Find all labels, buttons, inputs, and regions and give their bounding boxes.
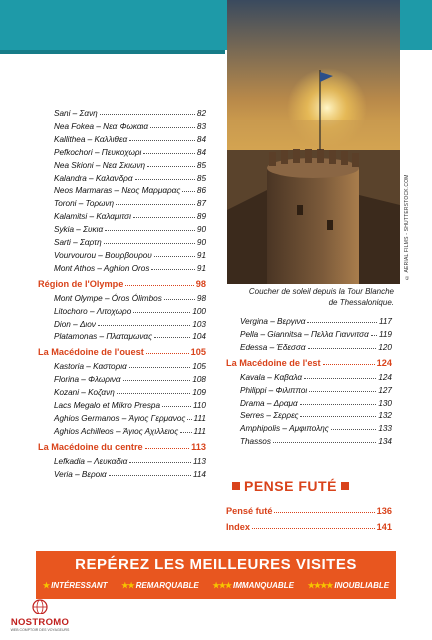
dot-leader <box>151 269 194 270</box>
toc-entry-label: Mont Athos – Aghion Oros <box>54 263 150 273</box>
photo-caption-line2: de Thessalonique. <box>328 298 394 307</box>
pense-fute-page-number: 136 <box>376 506 392 516</box>
square-icon <box>341 482 349 490</box>
dot-leader <box>331 429 377 430</box>
dot-leader <box>371 335 377 336</box>
dot-leader <box>104 243 195 244</box>
dot-leader <box>145 448 190 449</box>
toc-entry-label: Nea Fokea – Νεα Φωκαια <box>54 121 148 131</box>
pense-fute-label: Index <box>226 522 250 532</box>
rating-item <box>213 581 294 590</box>
star-icon: ★★ <box>121 581 134 590</box>
toc-entry-label: Florina – Φλωρινα <box>54 375 121 385</box>
toc-page-number: 85 <box>196 173 206 183</box>
toc-page-number: 100 <box>192 306 206 316</box>
dot-leader <box>273 442 376 443</box>
toc-section-label: La Macédoine de l'ouest <box>38 347 144 358</box>
dot-leader <box>129 462 191 463</box>
toc-entry-row[interactable] <box>240 396 392 408</box>
toc-page-number: 105 <box>190 347 206 358</box>
toc-entry-label: Pella – Giannitsa – Πελλα Γιαννιτσα <box>240 329 369 339</box>
dot-leader <box>164 299 195 300</box>
toc-page-number: 119 <box>378 329 392 339</box>
toc-entry-row[interactable] <box>54 222 206 234</box>
toc-entry-label: Veria – Βεροια <box>54 469 107 479</box>
toc-entry-row[interactable] <box>54 424 206 436</box>
dot-leader <box>154 256 195 257</box>
star-icon: ★ <box>42 581 50 590</box>
toc-entry-label: Thassos <box>240 437 271 447</box>
toc-entry-label: Philippi – Φιλιπποι <box>240 385 308 395</box>
toc-page-number: 104 <box>192 332 206 342</box>
dot-leader <box>154 337 190 338</box>
toc-entry-row[interactable] <box>54 235 206 247</box>
toc-page-number: 86 <box>196 186 206 196</box>
rating-label: REMARQUABLE <box>135 581 199 590</box>
toc-entry-row[interactable] <box>54 411 206 423</box>
dot-leader <box>100 114 195 115</box>
dot-leader <box>135 179 195 180</box>
toc-entry-label: Mont Olympe – Óros Ólimbos <box>54 293 162 303</box>
toc-page-number: 110 <box>192 401 206 410</box>
toc-entry-row[interactable] <box>54 196 206 208</box>
toc-page-number: 83 <box>196 121 206 131</box>
toc-entry-label: Sani – Σανη <box>54 109 98 118</box>
toc-entry-row[interactable] <box>54 454 206 466</box>
rating-label: INOUBLIABLE <box>334 581 390 590</box>
dot-leader <box>105 230 195 231</box>
toc-section-row[interactable] <box>38 344 206 357</box>
toc-section-row[interactable] <box>38 439 206 452</box>
toc-entry-row[interactable] <box>54 171 206 183</box>
dot-leader <box>187 419 191 420</box>
pense-fute-row[interactable] <box>226 519 392 532</box>
toc-page-number: 90 <box>196 238 206 247</box>
dot-leader <box>323 364 375 365</box>
toc-page-number: 114 <box>192 469 206 479</box>
dot-leader <box>274 512 374 513</box>
toc-entry-label: Kalamitsi – Καλαμιτσι <box>54 212 131 222</box>
square-icon <box>232 482 240 490</box>
star-icon: ★★★ <box>212 581 232 590</box>
rating-item <box>121 581 198 590</box>
dot-leader <box>162 406 191 407</box>
dot-leader <box>129 140 195 141</box>
toc-entry-row[interactable] <box>240 314 392 326</box>
rating-label: IMMANQUABLE <box>233 581 294 590</box>
nostromo-logo <box>2 598 78 638</box>
logo-name: NOSTROMO <box>10 617 70 628</box>
toc-entry-row[interactable] <box>54 359 206 371</box>
toc-page-number: 98 <box>195 278 206 289</box>
toc-entry-label: Kavala – Καβαλα <box>240 372 303 382</box>
toc-page-number: 98 <box>196 293 206 303</box>
pense-fute-row[interactable] <box>226 503 392 516</box>
toc-entry-label: Kalandra – Καλανδρα <box>54 173 133 183</box>
toc-page-number: 124 <box>376 357 392 368</box>
toc-section-label: La Macédoine du centre <box>38 441 143 452</box>
toc-section-row[interactable] <box>38 276 206 289</box>
rating-label: INTÉRESSANT <box>51 581 108 590</box>
toc-entry-label: Aghios Achilleos – Άγιος Αχιλλειος <box>54 426 179 436</box>
dot-leader <box>307 322 376 323</box>
ratings-legend <box>36 581 396 590</box>
toc-entry-row[interactable] <box>54 183 206 195</box>
toc-entry-label: Platamonas – Πλαταμωνας <box>54 332 153 342</box>
toc-page-number: 111 <box>193 426 206 436</box>
photo-caption <box>232 286 394 308</box>
dot-leader <box>146 353 189 354</box>
toc-page-number: 117 <box>378 317 392 326</box>
toc-page-number: 111 <box>193 413 206 423</box>
toc-entry-row[interactable] <box>54 261 206 273</box>
globe-icon <box>28 598 52 614</box>
toc-entry-label: Toroni – Τορωνη <box>54 199 115 209</box>
toc-entry-row[interactable] <box>54 106 206 118</box>
dot-leader <box>182 191 195 192</box>
toc-entry-label: Neos Marmaras – Νεος Μαρμαρας <box>54 186 181 196</box>
rating-item <box>43 581 108 590</box>
toc-entry-row[interactable] <box>240 340 392 352</box>
dot-leader <box>133 312 190 313</box>
toc-entry-row[interactable] <box>240 434 392 446</box>
toc-entry-label: Lefkadia – Λευκαδια <box>54 456 128 466</box>
toc-page-number: 132 <box>378 411 392 421</box>
white-tower-photo <box>227 0 400 284</box>
toc-entry-row[interactable] <box>54 291 206 303</box>
pense-fute-label: Pensé futé <box>226 506 273 516</box>
dot-leader <box>309 391 376 392</box>
toc-page-number: 91 <box>196 263 206 273</box>
toc-section-label: La Macédoine de l'est <box>226 357 321 368</box>
toc-page-number: 127 <box>378 385 392 395</box>
toc-entry-row[interactable] <box>240 408 392 420</box>
toc-page-number: 89 <box>196 212 206 222</box>
banner-title: REPÉREZ LES MEILLEURES VISITES <box>75 556 357 573</box>
toc-entry-row[interactable] <box>240 327 392 339</box>
toc-entry-row[interactable] <box>54 145 206 157</box>
toc-entry-row[interactable] <box>54 209 206 221</box>
dot-leader <box>133 217 195 218</box>
toc-page-number: 82 <box>196 109 206 118</box>
toc-entry-row[interactable] <box>240 383 392 395</box>
toc-entry-row[interactable] <box>54 329 206 341</box>
toc-page-number: 109 <box>192 388 206 398</box>
toc-entry-row[interactable] <box>54 158 206 170</box>
dot-leader <box>147 166 195 167</box>
toc-page-number: 108 <box>192 375 206 385</box>
toc-entry-row[interactable] <box>54 317 206 329</box>
toc-page-number: 84 <box>196 134 206 144</box>
toc-entry-label: Serres – Σερρες <box>240 411 299 421</box>
dot-leader <box>109 475 191 476</box>
dot-leader <box>300 404 377 405</box>
toc-page-number: 130 <box>378 398 392 408</box>
toc-entry-label: Litochoro – Λιτοχωρο <box>54 306 132 316</box>
dot-leader <box>252 528 375 529</box>
photo-caption-line1: Coucher de soleil depuis la Tour Blanche <box>248 287 394 296</box>
toc-entry-label: Pefkochori – Πευκοχωρι <box>54 147 142 157</box>
toc-entry-row[interactable] <box>240 421 392 433</box>
dot-leader <box>300 416 376 417</box>
toc-entry-label: Nea Skioni – Νεα Σκιωνη <box>54 160 145 170</box>
toc-entry-row[interactable] <box>54 467 206 479</box>
dot-leader <box>116 204 195 205</box>
toc-entry-label: Kozani – Κοζανη <box>54 388 115 398</box>
header-band-shadow <box>0 50 225 54</box>
dot-leader <box>180 432 191 433</box>
dot-leader <box>143 153 195 154</box>
toc-entry-row[interactable] <box>54 248 206 260</box>
dot-leader <box>129 367 191 368</box>
toc-entry-row[interactable] <box>54 372 206 384</box>
toc-page-number: 90 <box>196 225 206 235</box>
dot-leader <box>150 127 195 128</box>
toc-entry-label: Drama – Δραμα <box>240 398 298 408</box>
photo-credit: © AERIAL FILMS - SHUTTERSTOCK.COM <box>404 174 410 280</box>
toc-entry-label: Amphipolis – Αμφιπολης <box>240 424 329 434</box>
toc-entry-row[interactable] <box>54 385 206 397</box>
toc-entry-row[interactable] <box>54 304 206 316</box>
toc-entry-label: Sykia – Συκια <box>54 225 104 235</box>
toc-page-number: 133 <box>378 424 392 434</box>
logo-tagline: WEB COMPTOIR DES VOYAGEURS <box>10 628 70 632</box>
toc-entry-label: Vourvourou – Βουρβουρου <box>54 250 152 260</box>
toc-entry-label: Edessa – Έδεσσα <box>240 342 306 352</box>
dot-leader <box>117 393 191 394</box>
toc-entry-label: Dion – Διον <box>54 319 96 329</box>
dot-leader <box>125 285 193 286</box>
toc-section-row[interactable] <box>226 355 392 368</box>
toc-entry-label: Kallithea – Καλλιθεα <box>54 134 128 144</box>
dot-leader <box>308 348 377 349</box>
toc-page-number: 103 <box>192 319 206 329</box>
toc-page-number: 87 <box>196 199 206 209</box>
rating-item <box>308 581 389 590</box>
toc-entry-row[interactable] <box>54 119 206 131</box>
toc-entry-label: Kastoria – Καστορια <box>54 362 127 372</box>
dot-leader <box>98 325 190 326</box>
pense-fute-page-number: 141 <box>376 522 392 532</box>
toc-page-number: 105 <box>192 362 206 372</box>
toc-entry-row[interactable] <box>54 132 206 144</box>
toc-page-number: 113 <box>191 441 206 452</box>
toc-entry-label: Lacs Megalo et Mikro Prespa <box>54 401 161 410</box>
toc-page-number: 84 <box>196 147 206 157</box>
dot-leader <box>123 380 191 381</box>
toc-page-number: 124 <box>378 372 392 382</box>
toc-page-number: 85 <box>196 160 206 170</box>
star-icon: ★★★★ <box>307 581 333 590</box>
toc-entry-label: Aghios Germanos – Άγιος Γερμανος <box>54 413 186 423</box>
toc-section-label: Région de l'Olympe <box>38 278 124 289</box>
pense-fute-heading <box>228 478 353 494</box>
toc-entry-row[interactable] <box>240 370 392 382</box>
toc-entry-label: Sarti – Σαρτη <box>54 238 102 247</box>
dot-leader <box>304 378 376 379</box>
ratings-banner <box>36 551 396 599</box>
toc-entry-row[interactable] <box>54 398 206 410</box>
toc-page-number: 113 <box>192 456 206 466</box>
pense-fute-title: PENSE FUTÉ <box>244 478 337 494</box>
toc-page-number: 134 <box>378 437 392 447</box>
toc-page-number: 91 <box>196 250 206 260</box>
toc-entry-label: Vergina – Βεργινα <box>240 317 306 326</box>
toc-page-number: 120 <box>378 342 392 352</box>
